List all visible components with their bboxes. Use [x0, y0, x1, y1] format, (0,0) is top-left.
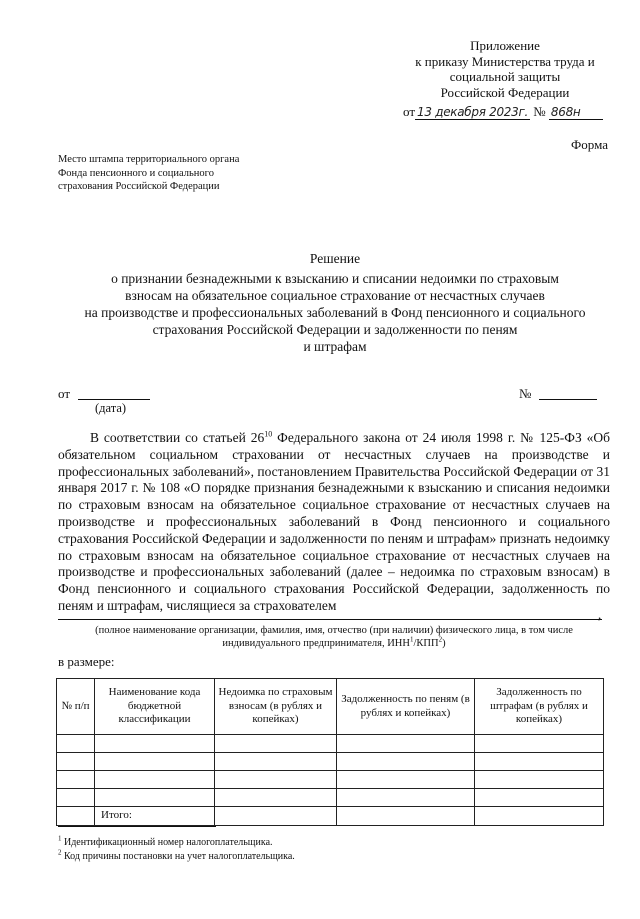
appendix-line: Приложение — [470, 38, 540, 53]
appendix-line: Российской Федерации — [440, 84, 570, 100]
table-cell[interactable] — [215, 807, 337, 826]
decision-date-label: от — [58, 386, 71, 401]
table-cell[interactable] — [57, 771, 95, 789]
amount-label: в размере: — [58, 654, 115, 669]
table-cell[interactable] — [337, 789, 475, 807]
caption-line2-a: индивидуального предпринимателя, ИНН — [222, 638, 410, 649]
decision-date-field[interactable] — [58, 386, 150, 402]
table-row — [57, 735, 604, 753]
table-cell[interactable] — [57, 753, 95, 771]
appendix-line: социальной защиты — [449, 69, 561, 84]
table-cell[interactable] — [95, 789, 215, 807]
caption-line2-b: /КПП — [413, 638, 439, 649]
title-line: страхования Российской Федерации и задолженности по пеням — [152, 322, 518, 337]
document-title — [40, 250, 630, 355]
appendix-date-line — [403, 104, 603, 120]
stamp-line: Фонда пенсионного и социального — [58, 167, 214, 179]
stamp-line: Место штампа территориального органа — [58, 154, 240, 165]
table-row — [57, 753, 604, 771]
table-cell[interactable] — [57, 789, 95, 807]
footnote-separator — [58, 826, 216, 827]
table-cell[interactable] — [337, 807, 475, 826]
table-cell[interactable] — [95, 771, 215, 789]
title-line: о признании безнадежными к взысканию и списании недоимки по страховым — [111, 271, 559, 286]
table-cell[interactable] — [475, 807, 604, 826]
appendix-date-prefix: от — [403, 104, 416, 119]
insurer-name-caption — [58, 624, 610, 650]
title-line: и штрафам — [303, 339, 367, 354]
appendix-number-prefix: № — [533, 104, 546, 119]
table-cell — [57, 807, 95, 826]
table-row — [57, 789, 604, 807]
decision-number-blank[interactable] — [539, 388, 597, 400]
footnote-1 — [58, 834, 273, 849]
body-article-sup: 10 — [264, 429, 273, 439]
caption-line1: (полное наименование организации, фамилия, имя, отчество (при наличии) физического лица, в том числе — [95, 625, 573, 636]
table-row — [57, 771, 604, 789]
header-number: № п/п — [57, 679, 95, 735]
header-fines: Задолженность по штрафам (в рублях и копейках) — [475, 679, 604, 735]
table-cell[interactable] — [475, 771, 604, 789]
caption-line2-c: ) — [442, 638, 446, 649]
header-arrears: Недоимка по страховым взносам (в рублях и копейках) — [215, 679, 337, 735]
table-cell[interactable] — [95, 735, 215, 753]
table-cell[interactable] — [475, 789, 604, 807]
table-cell[interactable] — [215, 735, 337, 753]
footnote-2 — [58, 848, 295, 863]
insurer-name-blank[interactable] — [58, 618, 602, 620]
footnote-number: 1 — [58, 834, 62, 843]
table-cell[interactable] — [337, 771, 475, 789]
decision-date-caption: (дата) — [95, 401, 127, 415]
stamp-place — [58, 153, 308, 194]
footnote-text: Идентификационный номер налогоплательщика. — [61, 837, 273, 848]
table-total-row — [57, 807, 604, 826]
table-cell[interactable] — [95, 753, 215, 771]
table-total-label: Итого: — [95, 807, 215, 826]
stamp-line: страхования Российской Федерации — [58, 181, 220, 192]
table-header-row — [57, 679, 604, 735]
table-cell[interactable] — [337, 753, 475, 771]
title-line: на производстве и профессиональных заболеваний в Фонд пенсионного и социального — [84, 305, 586, 320]
body-text-part1: В соответствии со статьей 26 — [90, 430, 265, 445]
body-paragraph — [58, 430, 610, 615]
decision-date-blank[interactable] — [78, 388, 150, 400]
body-text-part2: Федерального закона от 24 июля 1998 г. № 125-ФЗ «Об обязательном социальном страховании от несчастных случаев на производстве и профессиональных заболеваний», постановлением Правительства Российской Федерации от 31 января 2017 г. № 108 «О порядке признания безнадежными к взысканию и списания недоимки по страховым взносам на обязательное социальное страхование от несчастных случаев на производстве и профессиональных заболеваний в Фонд пенсионного и социального страхования Российской Федерации и задолженности по пеням и штрафам» признать недоимку по страховым взносам на обязательное социальное страхование от несчастных случаев на производстве и профессиональных заболеваний (далее – недоимка по страховым взносам) в Фонд пенсионного и социального страхования Российской Федерации, задолженность по пеням и штрафам, числящиеся за страхователем — [58, 430, 611, 613]
appendix-block — [380, 38, 630, 100]
appendix-line: к приказу Министерства труда и — [415, 53, 595, 69]
caption-sup2: 2 — [438, 635, 443, 644]
appendix-number-handwritten: 868н — [549, 106, 603, 120]
footnote-text: Код причины постановки на учет налогоплательщика. — [61, 851, 295, 862]
table-cell[interactable] — [215, 789, 337, 807]
header-penalties: Задолженность по пеням (в рублях и копейках) — [337, 679, 475, 735]
form-label: Форма — [571, 137, 608, 152]
table-cell[interactable] — [57, 735, 95, 753]
table-cell[interactable] — [337, 735, 475, 753]
title-line: взносам на обязательное социальное страхование от несчастных случаев — [125, 288, 545, 303]
header-kbk: Наименование кода бюджетной классификации — [95, 679, 215, 735]
appendix-date-handwritten: 13 декабря 2023г. — [417, 105, 528, 119]
footnote-number: 2 — [58, 848, 62, 857]
decision-number-label: № — [519, 386, 532, 401]
decision-number-field[interactable] — [519, 386, 597, 402]
table-cell[interactable] — [215, 753, 337, 771]
table-cell[interactable] — [475, 753, 604, 771]
table-cell[interactable] — [215, 771, 337, 789]
table-cell[interactable] — [475, 735, 604, 753]
caption-sup1: 1 — [409, 635, 414, 644]
debt-table — [56, 678, 604, 826]
title-heading: Решение — [309, 251, 361, 266]
insurer-name-comma: , — [598, 607, 602, 622]
